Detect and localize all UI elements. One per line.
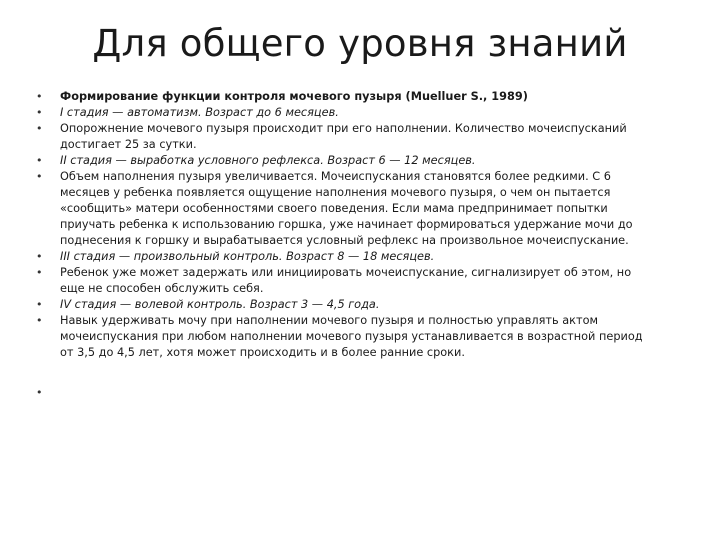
list-item-text: IV стадия — волевой контроль. Возраст 3 — 4,5 года. <box>60 298 380 311</box>
bullet-icon: • <box>36 90 43 103</box>
list-item-text: Навык удерживать мочу при наполнении мочевого пузыря и полностью управлять актом мочеиспускания при любом наполнении мочевого пузыря устанавливается в возрастной период от 3,5 до 4,5 лет, хотя может происходить и в более ранние сроки. <box>60 314 643 359</box>
list-item <box>36 105 646 121</box>
bullet-icon: • <box>36 314 43 327</box>
list-item-text: Формирование функции контроля мочевого пузыря (Muelluer S., 1989) <box>60 90 528 103</box>
bullet-icon: • <box>36 154 43 167</box>
list-item <box>36 169 646 249</box>
list-item-text: Ребенок уже может задержать или инициировать мочеиспускание, сигнализирует об этом, но еще не способен обслужить себя. <box>60 266 632 295</box>
list-item-text: Объем наполнения пузыря увеличивается. Мочеиспускания становятся более редкими. С 6 месяцев у ребенка появляется ощущение наполнения мочевого пузыря, о чем он пытается «сообщить» матери особенностями своего поведения. Если мама предпринимает попытки приучать ребенка к использованию горшка, уже начинает формироваться удержание мочи до поднесения к горшку и вырабатывается условный рефлекс на произвольное мочеиспускание. <box>60 170 633 247</box>
bullet-icon: • <box>36 386 43 399</box>
list-item <box>36 313 646 361</box>
bullet-icon: • <box>36 170 43 183</box>
list-item-empty <box>36 361 646 401</box>
list-item <box>36 265 646 297</box>
list-item <box>36 249 646 265</box>
bullet-icon: • <box>36 298 43 311</box>
list-item <box>36 297 646 313</box>
bullet-icon: • <box>36 106 43 119</box>
list-item-text: III стадия — произвольный контроль. Возраст 8 — 18 месяцев. <box>60 250 435 263</box>
list-item-text: I стадия — автоматизм. Возраст до 6 месяцев. <box>60 106 339 119</box>
list-item <box>36 153 646 169</box>
bullet-list <box>36 89 646 401</box>
bullet-icon: • <box>36 122 43 135</box>
bullet-icon: • <box>36 250 43 263</box>
bullet-icon: • <box>36 266 43 279</box>
list-item <box>36 121 646 153</box>
list-item <box>36 89 646 105</box>
list-item-text: II стадия — выработка условного рефлекса. Возраст 6 — 12 месяцев. <box>60 154 476 167</box>
list-item-text: Опорожнение мочевого пузыря происходит при его наполнении. Количество мочеиспусканий достигает 25 за сутки. <box>60 122 627 151</box>
slide-title: Для общего уровня знаний <box>92 22 628 65</box>
